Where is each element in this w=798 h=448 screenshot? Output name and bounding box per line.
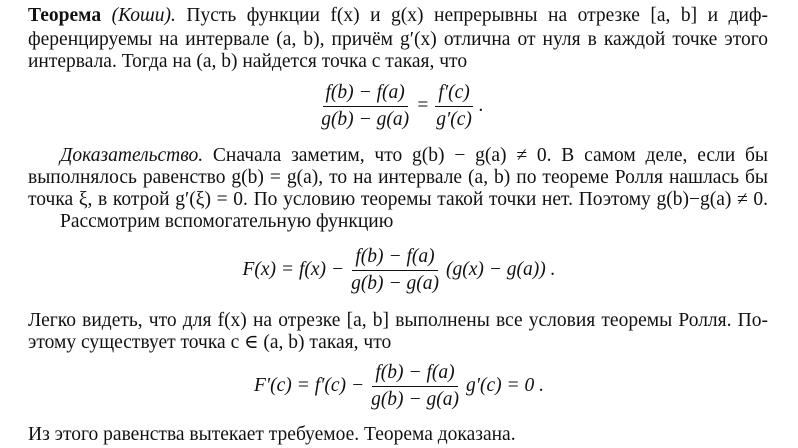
fraction-4-numerator: f(b) − f(a) (372, 362, 457, 387)
formula-2-left: F(x) = f(x) − (242, 259, 345, 280)
formula-auxiliary-function (0, 242, 798, 298)
equals-sign: = (416, 95, 430, 116)
fraction-2 (433, 82, 475, 131)
formula-3-left: F′(c) = f′(c) − (253, 375, 365, 396)
formula-2-right: (g(x) − g(a)) . (445, 259, 556, 280)
fraction-1-numerator: f(b) − f(a) (323, 82, 408, 107)
fraction-3 (348, 246, 442, 295)
fraction-3-numerator: f(b) − f(a) (352, 246, 437, 271)
proof-label: Доказательство. (60, 145, 204, 166)
proof-line-1 (60, 145, 768, 167)
theorem-label: Теорема (28, 5, 102, 26)
proof-line-3: точка ξ, в котрой g′(ξ) = 0. По условию теоремы такой точки нет. Поэтому g(b)−g(a) ≠ 0. (28, 189, 768, 210)
fraction-1 (318, 82, 412, 131)
para3-line-1: Легко видеть, что для f(x) на отрезке [a, b] выполнены все условия теоремы Ролля. По- (28, 310, 768, 331)
theorem-line-1-text: Пусть функции f(x) и g(x) непрерывны на отрезке [a, b] и диф- (186, 5, 769, 26)
theorem-line-1 (28, 5, 768, 27)
para3-line-2: этому существует точка c ∈ (a, b) такая, что (28, 332, 392, 353)
final-line: Из этого равенства вытекает требуемое. Теорема доказана. (28, 424, 516, 445)
fraction-4-denominator: g(b) − g(a) (371, 388, 459, 410)
formula-cauchy (0, 78, 798, 134)
formula-3-right: g′(c) = 0 . (465, 375, 545, 396)
proof-line-1-text: Сначала заметим, что g(b) − g(a) ≠ 0. В самом деле, если бы (212, 145, 768, 166)
fraction-2-numerator: f′(c) (435, 82, 472, 107)
fraction-4 (368, 362, 462, 411)
fraction-3-denominator: g(b) − g(a) (351, 272, 439, 294)
theorem-line-2: ференцируемы на интервале (a, b), причём g′(x) отлична от нуля в каждой точке этого (28, 29, 768, 50)
formula-1-period: . (478, 95, 484, 116)
fraction-1-denominator: g(b) − g(a) (321, 108, 410, 130)
theorem-line-3: интервала. Тогда на (a, b) найдется точка c такая, что (28, 51, 468, 72)
fraction-2-denominator: g′(c) (436, 108, 472, 130)
proof-line-2: выполнялось равенство g(b) = g(a), то на интервале (a, b) по теореме Ролля нашлась бы (28, 167, 768, 188)
formula-derivative (0, 358, 798, 414)
theorem-name: (Коши). (111, 5, 176, 26)
proof-line-4: Рассмотрим вспомогательную функцию (60, 211, 394, 232)
